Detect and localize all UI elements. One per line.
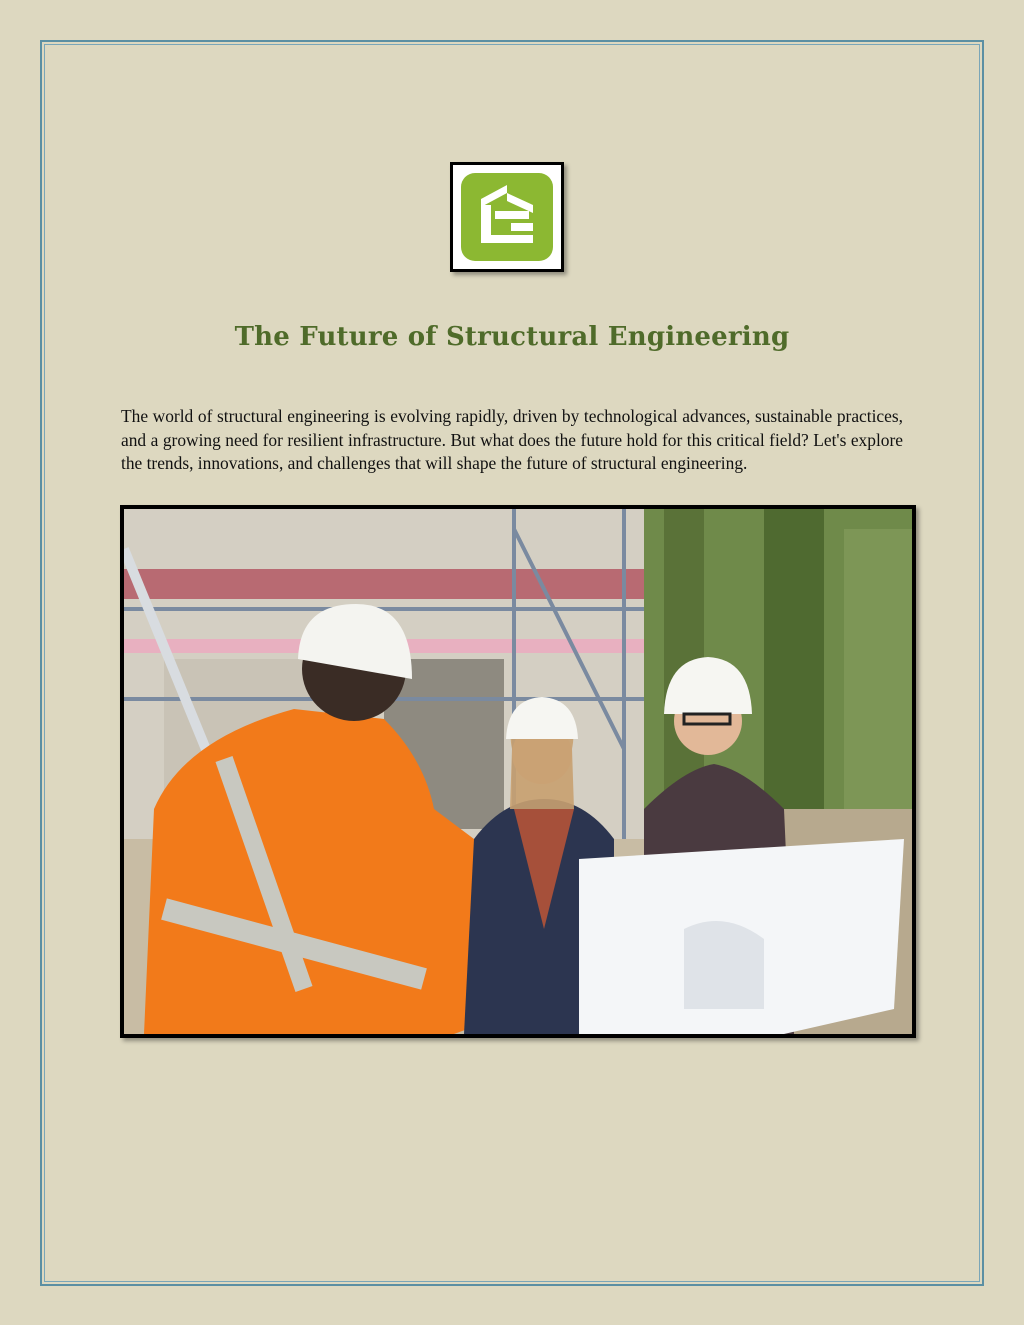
photo-illustration (124, 509, 912, 1034)
intro-paragraph: The world of structural engineering is evolving rapidly, driven by technological advances, sustainable practices, and a growing need for resilient infrastructure. But what does the future hold for this critical field? Let's explore the trends, innovations, and challenges that will shape the future of structural engineering. (121, 406, 903, 474)
page-title: The Future of Structural Engineering (234, 322, 790, 352)
building-logo-icon (461, 173, 553, 261)
construction-site-photo (120, 505, 916, 1038)
logo (450, 162, 564, 272)
